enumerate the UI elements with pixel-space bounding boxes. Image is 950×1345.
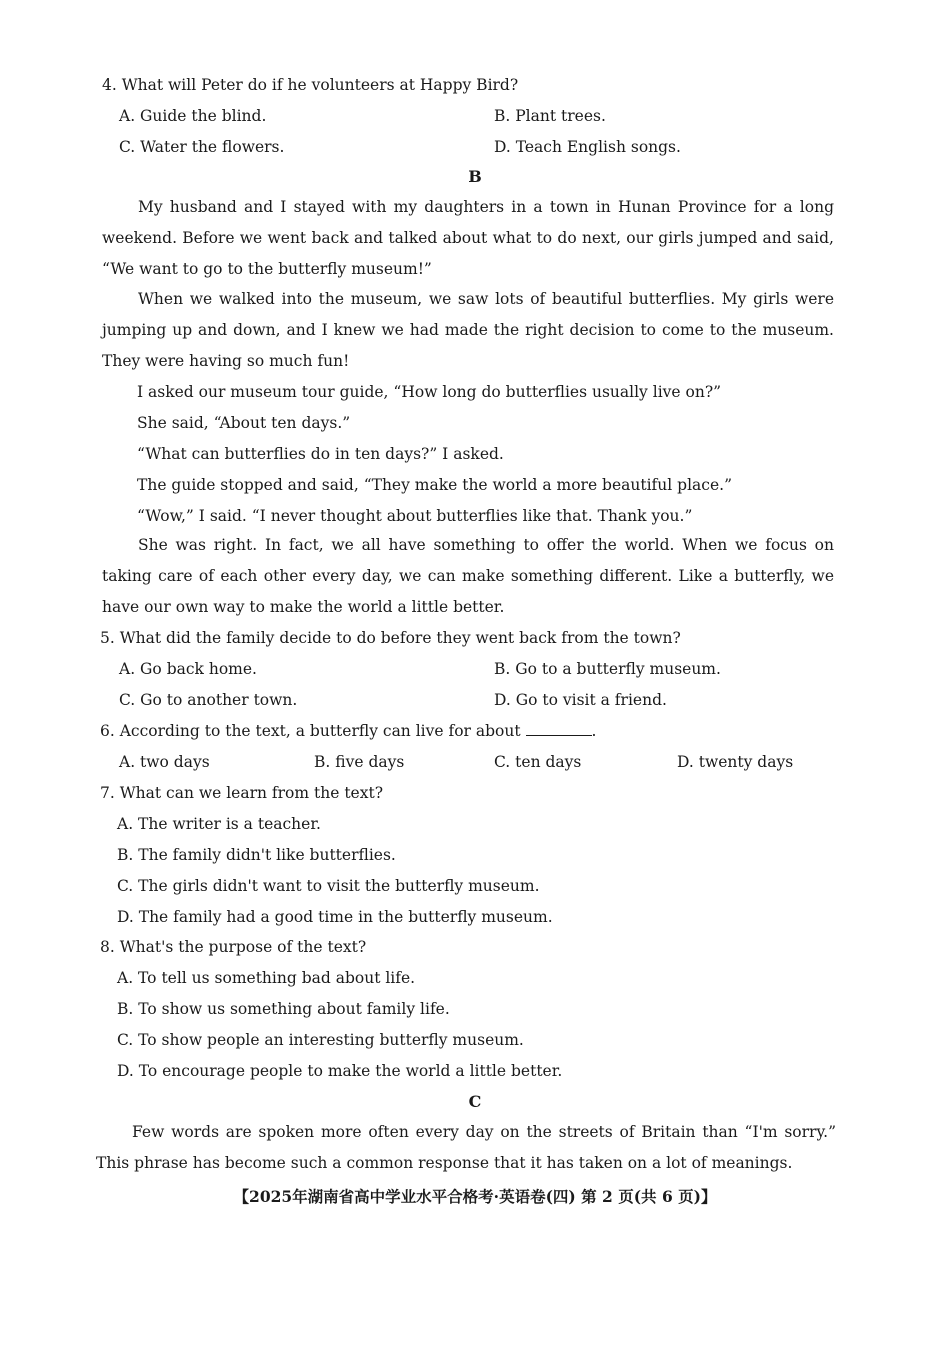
q6-stem-line xyxy=(100,721,596,741)
section-b-paragraph-2 xyxy=(102,284,834,377)
paragraph-text: She was right. In fact, we all have something to offer the world. When we focus on taking care of each other every day, we can make something different. Like a butterfly, we have our own way to make the world a little better. xyxy=(102,536,834,616)
q7-option-b: B. The family didn't like butterflies. xyxy=(117,846,396,864)
q7-option-a: A. The writer is a teacher. xyxy=(117,815,321,833)
section-b-paragraph-1 xyxy=(102,192,834,285)
section-c-paragraph-1 xyxy=(96,1117,836,1179)
q8-option-a: A. To tell us something bad about life. xyxy=(117,969,416,987)
q8-option-b: B. To show us something about family life. xyxy=(117,1000,450,1018)
q6-option-c: C. ten days xyxy=(494,753,582,771)
q4-option-c: C. Water the flowers. xyxy=(119,138,285,156)
q6-stem: 6. According to the text, a butterfly can live for about xyxy=(100,722,521,740)
section-b-heading: B xyxy=(468,167,482,186)
paragraph-text: Few words are spoken more often every day on the streets of Britain than “I'm sorry.” This phrase has become such a common response that it has taken on a lot of meanings. xyxy=(96,1123,836,1172)
q5-option-d: D. Go to visit a friend. xyxy=(494,691,667,709)
paragraph-text: My husband and I stayed with my daughters in a town in Hunan Province for a long weekend. Before we went back and talked about what to do next, our girls jumped and said, “We want to go to the butterfly museum!” xyxy=(102,198,834,278)
q6-option-a: A. two days xyxy=(119,753,210,771)
dialogue-line-5: “Wow,” I said. “I never thought about butterflies like that. Thank you.” xyxy=(137,507,693,525)
q8-stem: 8. What's the purpose of the text? xyxy=(100,938,367,956)
dialogue-line-4: The guide stopped and said, “They make the world a more beautiful place.” xyxy=(137,476,732,494)
q4-option-d: D. Teach English songs. xyxy=(494,138,681,156)
section-b-paragraph-3 xyxy=(102,530,834,623)
q4-option-b: B. Plant trees. xyxy=(494,107,606,125)
q5-option-b: B. Go to a butterfly museum. xyxy=(494,660,721,678)
q4-stem: 4. What will Peter do if he volunteers at Happy Bird? xyxy=(102,76,519,94)
q5-stem: 5. What did the family decide to do before they went back from the town? xyxy=(100,629,681,647)
q7-option-d: D. The family had a good time in the butterfly museum. xyxy=(117,908,553,926)
q6-option-b: B. five days xyxy=(314,753,405,771)
q8-option-c: C. To show people an interesting butterfly museum. xyxy=(117,1031,524,1049)
dialogue-line-2: She said, “About ten days.” xyxy=(137,414,351,432)
page-footer: 【2025年湖南省高中学业水平合格考·英语卷(四) 第 2 页(共 6 页)】 xyxy=(233,1187,717,1206)
q5-option-c: C. Go to another town. xyxy=(119,691,298,709)
q6-stem-end: . xyxy=(591,722,597,740)
answer-blank xyxy=(526,721,592,736)
q4-option-a: A. Guide the blind. xyxy=(119,107,267,125)
q8-option-d: D. To encourage people to make the world a little better. xyxy=(117,1062,563,1080)
dialogue-line-3: “What can butterflies do in ten days?” I asked. xyxy=(137,445,504,463)
q7-option-c: C. The girls didn't want to visit the butterfly museum. xyxy=(117,877,540,895)
paragraph-text: When we walked into the museum, we saw lots of beautiful butterflies. My girls were jumping up and down, and I knew we had made the right decision to come to the museum. They were having so much fun! xyxy=(102,290,834,370)
q6-option-d: D. twenty days xyxy=(677,753,794,771)
q7-stem: 7. What can we learn from the text? xyxy=(100,784,384,802)
dialogue-line-1: I asked our museum tour guide, “How long do butterflies usually live on?” xyxy=(137,383,722,401)
q5-option-a: A. Go back home. xyxy=(119,660,257,678)
section-c-heading: C xyxy=(468,1092,482,1111)
